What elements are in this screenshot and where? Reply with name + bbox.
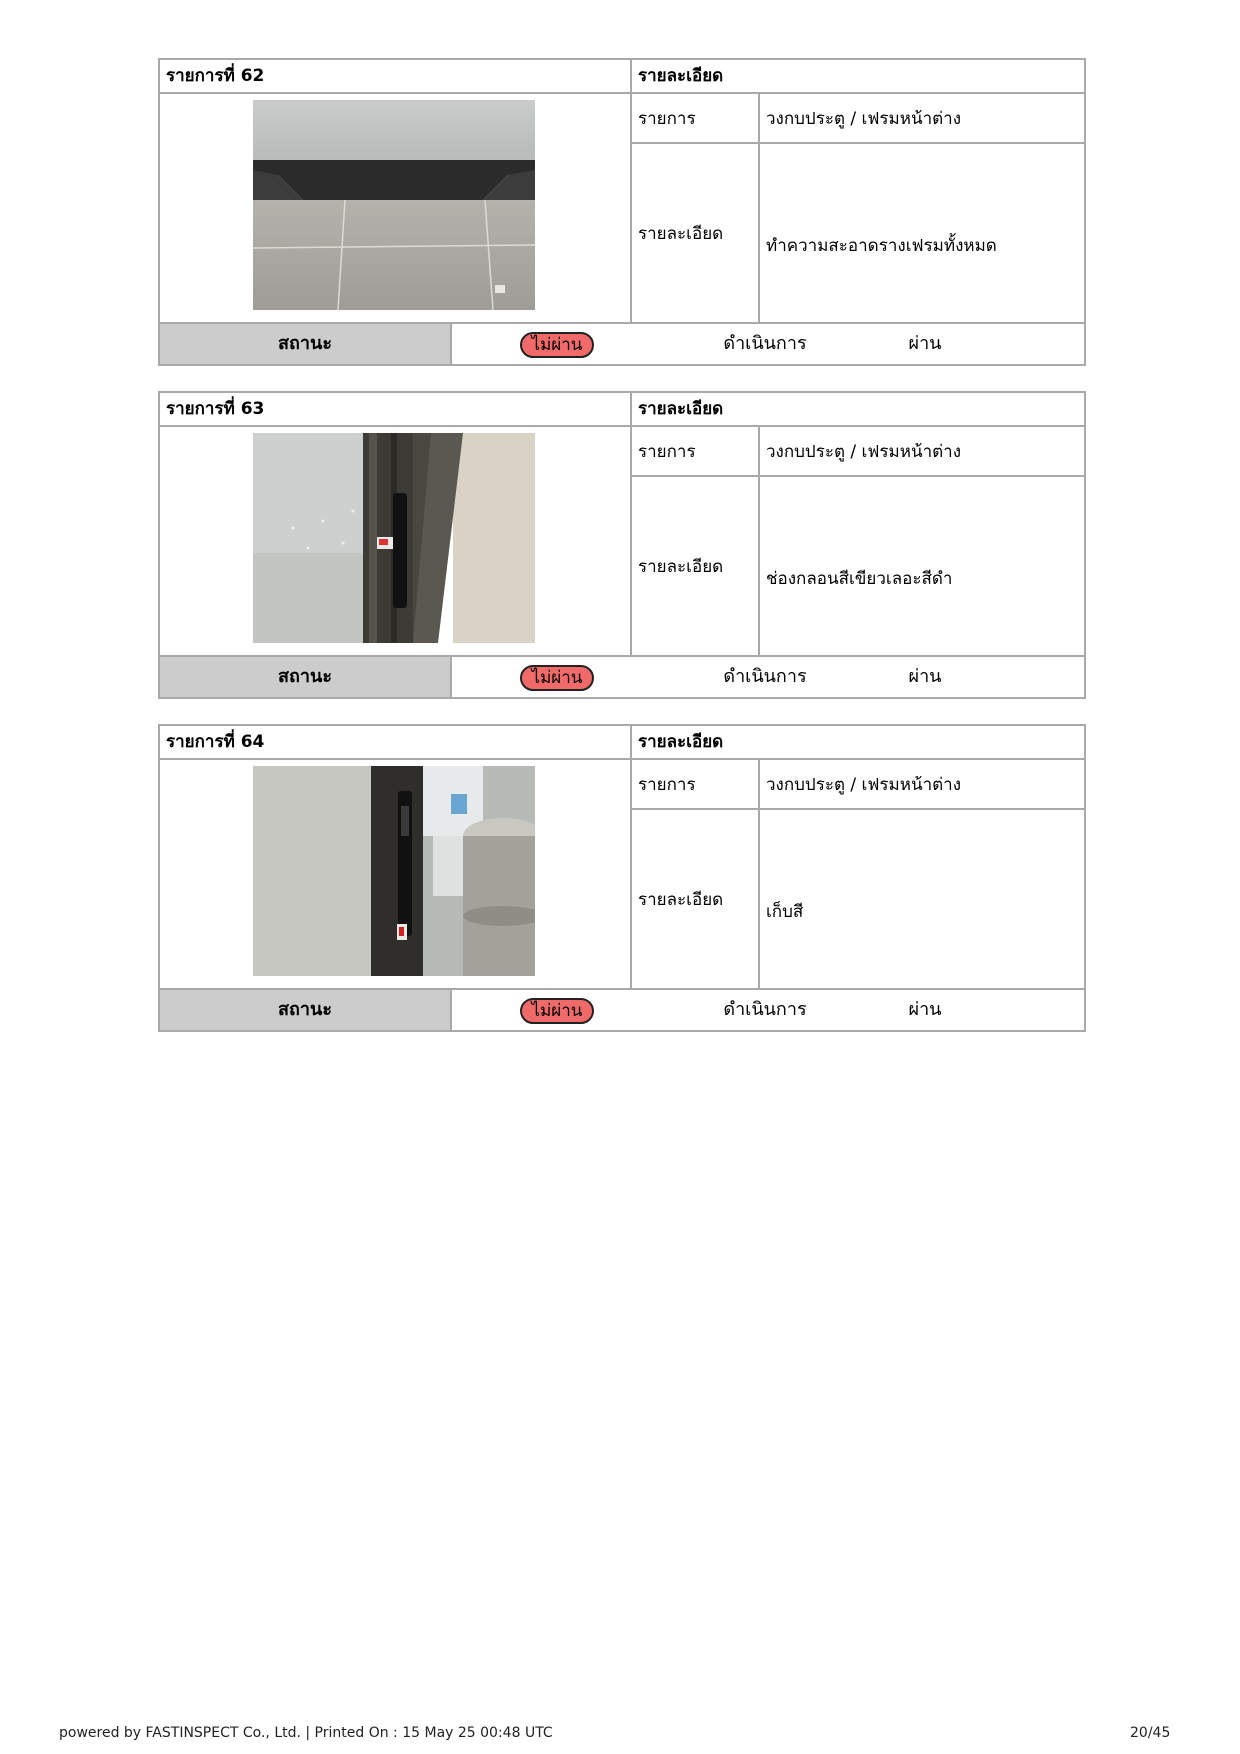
card-header <box>160 60 1084 94</box>
photo-cell <box>160 427 630 655</box>
item-number-title: รายการที่ 63 <box>166 399 265 419</box>
inspection-photo[interactable] <box>253 433 535 643</box>
inspection-card-64 <box>158 724 1086 1032</box>
inspection-photo[interactable] <box>253 766 535 976</box>
item-value: วงกบประตู / เฟรมหน้าต่าง <box>766 774 962 795</box>
status-fail-badge[interactable]: ไม่ผ่าน <box>520 332 594 358</box>
status-in-progress-option[interactable]: ดำเนินการ <box>723 999 807 1020</box>
description-value: ทำความสะอาดรางเฟรมทั้งหมด <box>766 235 997 256</box>
description-row <box>632 477 1084 655</box>
item-label: รายการ <box>632 760 760 808</box>
details-header: รายละเอียด <box>630 726 1084 758</box>
item-row <box>632 94 1084 144</box>
status-pass-option[interactable]: ผ่าน <box>908 333 942 354</box>
item-row <box>632 760 1084 810</box>
item-value: วงกบประตู / เฟรมหน้าต่าง <box>766 108 962 129</box>
description-value: เก็บสี <box>766 901 804 922</box>
inspection-card-62 <box>158 58 1086 366</box>
status-fail-badge[interactable]: ไม่ผ่าน <box>520 998 594 1024</box>
description-label: รายละเอียด <box>632 144 760 322</box>
item-value: วงกบประตู / เฟรมหน้าต่าง <box>766 441 962 462</box>
detail-grid <box>630 760 1084 988</box>
details-header: รายละเอียด <box>630 60 1084 92</box>
status-pass-option[interactable]: ผ่าน <box>908 999 942 1020</box>
item-row <box>632 427 1084 477</box>
card-header <box>160 393 1084 427</box>
status-pass-option[interactable]: ผ่าน <box>908 666 942 687</box>
description-value: ช่องกลอนสีเขียวเลอะสีดำ <box>766 568 953 589</box>
description-label: รายละเอียด <box>632 810 760 988</box>
status-fail-badge[interactable]: ไม่ผ่าน <box>520 665 594 691</box>
status-in-progress-option[interactable]: ดำเนินการ <box>723 666 807 687</box>
item-label: รายการ <box>632 94 760 142</box>
status-row <box>160 655 1084 697</box>
item-number-title: รายการที่ 64 <box>166 732 265 752</box>
status-row <box>160 322 1084 364</box>
details-header: รายละเอียด <box>630 393 1084 425</box>
detail-grid <box>630 94 1084 322</box>
photo-cell <box>160 94 630 322</box>
page-number: 20/45 <box>1130 1725 1171 1741</box>
item-label: รายการ <box>632 427 760 475</box>
status-label: สถานะ <box>160 990 452 1030</box>
description-row <box>632 144 1084 322</box>
description-row <box>632 810 1084 988</box>
status-in-progress-option[interactable]: ดำเนินการ <box>723 333 807 354</box>
inspection-card-63 <box>158 391 1086 699</box>
status-label: สถานะ <box>160 324 452 364</box>
status-label: สถานะ <box>160 657 452 697</box>
photo-cell <box>160 760 630 988</box>
description-label: รายละเอียด <box>632 477 760 655</box>
footer-credit: powered by FASTINSPECT Co., Ltd. | Printed On : 15 May 25 00:48 UTC <box>59 1725 553 1741</box>
detail-grid <box>630 427 1084 655</box>
item-number-title: รายการที่ 62 <box>166 66 265 86</box>
status-row <box>160 988 1084 1030</box>
card-header <box>160 726 1084 760</box>
inspection-photo[interactable] <box>253 100 535 310</box>
